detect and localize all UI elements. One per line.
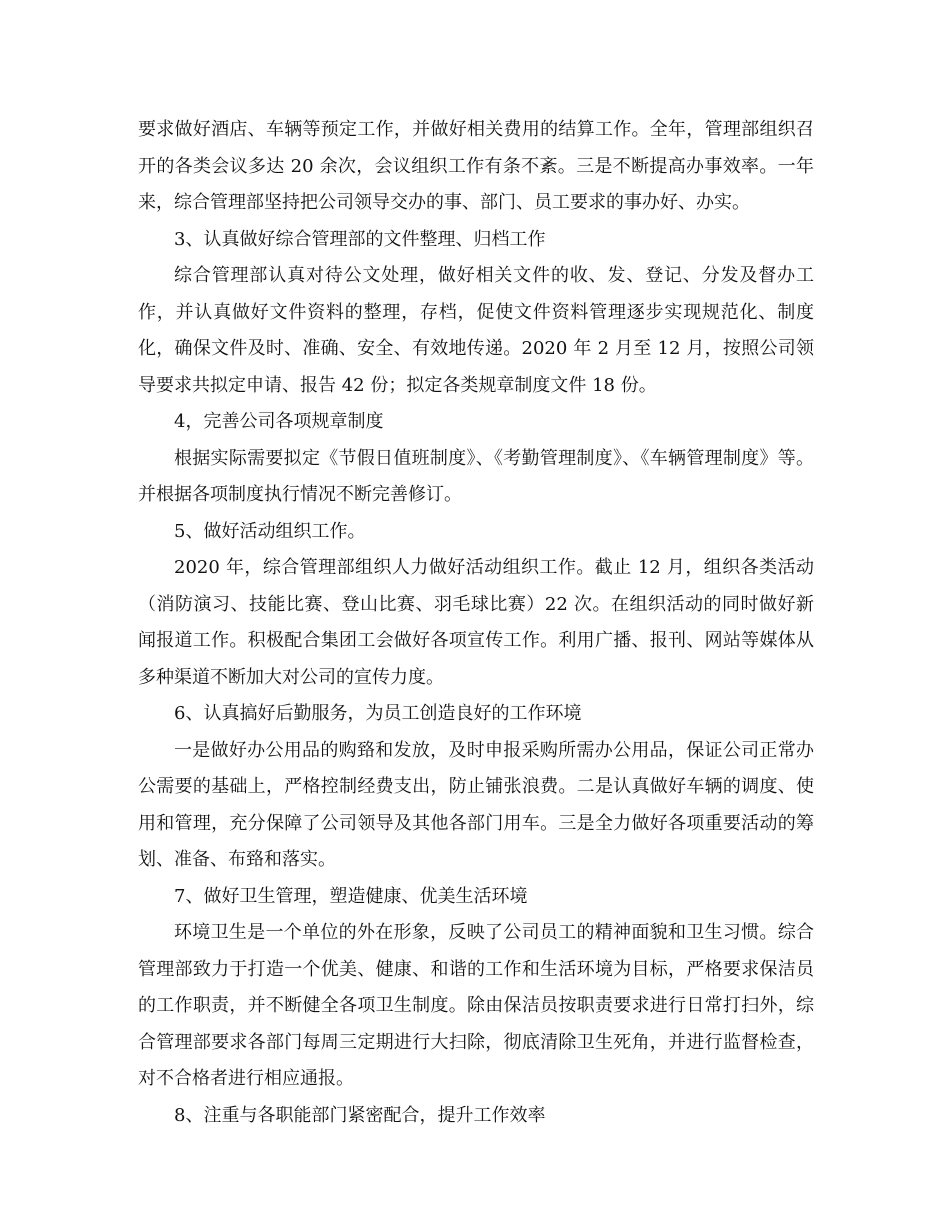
section-heading-7: 7、做好卫生管理，塑造健康、优美生活环境 <box>174 885 528 907</box>
body-paragraph: 2020 年，综合管理部组织人力做好活动组织工作。截止 12 月，组织各类活动（消防演习、技能比赛、登山比赛、羽毛球比赛）22 次。在组织活动的同时做好新闻报道工作。积极配合集团工会做好各项宣传工作。利用广播、报刊、网站等媒体从多种渠道不断加大对公司的宣传力度。 <box>138 557 814 688</box>
document-body <box>138 112 814 1134</box>
section-heading-6: 6、认真搞好后勤服务，为员工创造良好的工作环境 <box>174 703 582 724</box>
body-paragraph: 要求做好酒店、车辆等预定工作，并做好相关费用的结算工作。全年，管理部组织召开的各类会议多达 20 余次，会议组织工作有条不紊。三是不断提高办事效率。一年来，综合管理部坚持把公司领导交办的事、部门、员工要求的事办好、办实。 <box>138 119 814 213</box>
body-paragraph: 一是做好办公用品的购臵和发放，及时申报采购所需办公用品，保证公司正常办公需要的基础上，严格控制经费支出，防止铺张浪费。二是认真做好车辆的调度、使用和管理，充分保障了公司领导及其他各部门用车。三是全力做好各项重要活动的筹划、准备、布臵和落实。 <box>138 739 814 870</box>
section-heading-5: 5、做好活动组织工作。 <box>174 520 366 542</box>
body-paragraph: 环境卫生是一个单位的外在形象，反映了公司员工的精神面貌和卫生习惯。综合管理部致力于打造一个优美、健康、和谐的工作和生活环境为目标，严格要求保洁员的工作职责，并不断健全各项卫生制度。除由保洁员按职责要求进行日常打扫外，综合管理部要求各部门每周三定期进行大扫除，彻底清除卫生死角，并进行监督检查，对不合格者进行相应通报。 <box>138 922 814 1089</box>
section-heading-3: 3、认真做好综合管理部的文件整理、归档工作 <box>174 228 546 250</box>
body-paragraph: 综合管理部认真对待公文处理，做好相关文件的收、发、登记、分发及督办工作，并认真做好文件资料的整理，存档，促使文件资料管理逐步实现规范化、制度化，确保文件及时、准确、安全、有效地传递。2020 年 2 月至 12 月，按照公司领导要求共拟定申请、报告 42 份；拟定各类规章制度文件 18 份。 <box>138 265 814 396</box>
body-paragraph: 根据实际需要拟定《节假日值班制度》、《考勤管理制度》、《车辆管理制度》等。并根据各项制度执行情况不断完善修订。 <box>138 447 814 505</box>
section-heading-4: 4，完善公司各项规章制度 <box>174 411 384 432</box>
section-heading-8: 8、注重与各职能部门紧密配合，提升工作效率 <box>174 1104 546 1126</box>
